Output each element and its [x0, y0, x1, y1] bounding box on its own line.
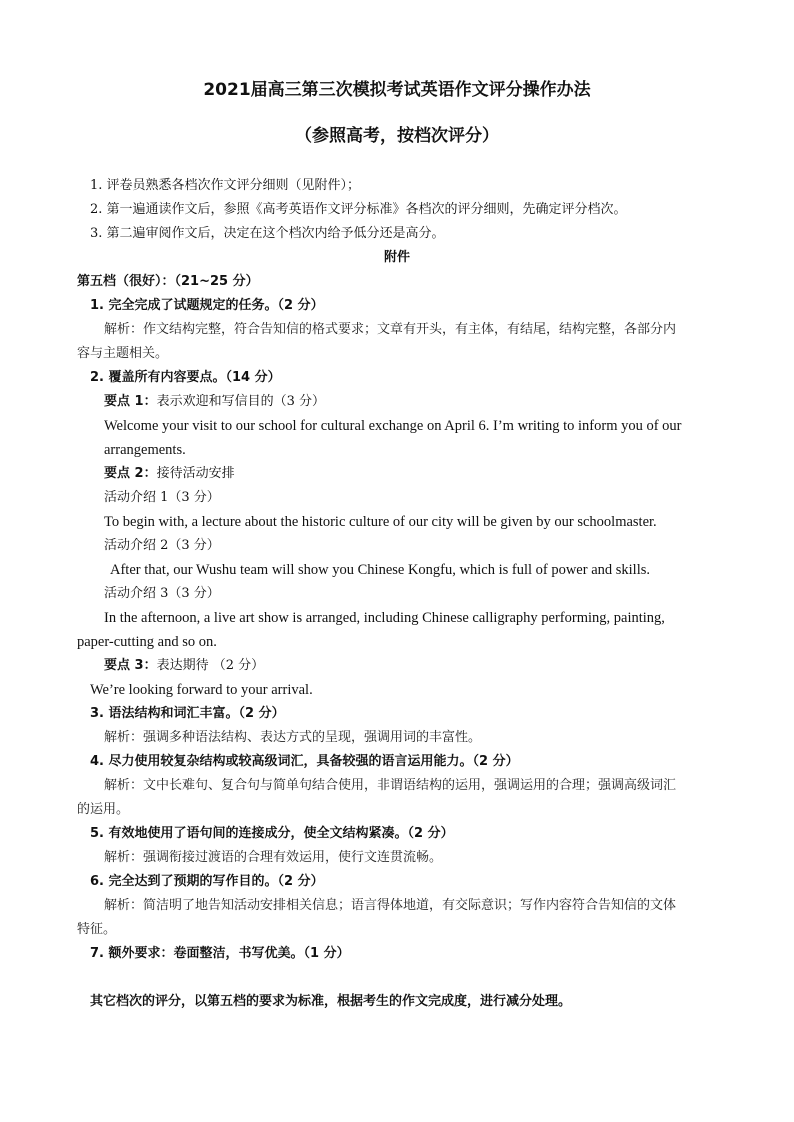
level-heading: 第五档（很好）：（21~25 分）: [77, 274, 259, 289]
criterion-4-note-line-1: 解析：文中长难句、复合句与简单句结合使用，非谓语结构的运用，强调运用的合理；强调高级词汇: [104, 778, 677, 793]
footer-note: 其它档次的评分，以第五档的要求为标准，根据考生的作文完成度，进行减分处理。: [90, 994, 572, 1009]
instruction-3: 3. 第二遍审阅作文后，决定在这个档次内给予低分还是高分。: [90, 226, 445, 241]
criterion-3-note: 解析：强调多种语法结构、表达方式的呈现，强调用词的丰富性。: [104, 730, 482, 745]
activity-1-example: To begin with, a lecture about the historic culture of our city will be given by our schoolmaster.: [104, 514, 657, 530]
activity-3-example-line-2: paper-cutting and so on.: [77, 634, 217, 650]
activity-3-label: 活动介绍 3（3 分）: [104, 586, 220, 601]
document-title: 2021届高三第三次模拟考试英语作文评分操作办法: [203, 80, 591, 100]
criterion-3-title: 3. 语法结构和词汇丰富。（2 分）: [90, 706, 285, 721]
criterion-2-title: 2. 覆盖所有内容要点。（14 分）: [90, 370, 281, 385]
criterion-6-note-line-1: 解析：简洁明了地告知活动安排相关信息；语言得体地道，有交际意识；写作内容符合告知信的文体: [104, 898, 677, 913]
criterion-5-title: 5. 有效地使用了语句间的连接成分，使全文结构紧凑。（2 分）: [90, 826, 454, 841]
point-2-text: 接待活动安排: [156, 466, 235, 481]
point-3: [104, 657, 264, 675]
point-1-text: 表示欢迎和写信目的（3 分）: [156, 394, 325, 409]
criterion-6-note-line-2: 特征。: [77, 922, 117, 937]
criterion-7-title: 7. 额外要求：卷面整洁，书写优美。（1 分）: [90, 946, 350, 961]
point-3-label: 要点 3：: [104, 658, 157, 673]
criterion-6-title: 6. 完全达到了预期的写作目的。（2 分）: [90, 874, 324, 889]
point-1-label: 要点 1：: [104, 394, 157, 409]
activity-3-example-line-1: In the afternoon, a live art show is arranged, including Chinese calligraphy performing, painting,: [104, 610, 665, 626]
document-subtitle: （参照高考，按档次评分）: [295, 126, 499, 146]
criterion-1-note-line-1: 解析：作文结构完整，符合告知信的格式要求；文章有开头，有主体，有结尾，结构完整，各部分内: [104, 322, 677, 337]
point-1-example-line-1: Welcome your visit to our school for cultural exchange on April 6. I’m writing to inform you of our: [104, 418, 682, 434]
instruction-1: 1. 评卷员熟悉各档次作文评分细则（见附件）；: [90, 178, 361, 193]
criterion-4-title: 4. 尽力使用较复杂结构或较高级词汇，具备较强的语言运用能力。（2 分）: [90, 754, 519, 769]
point-2: [104, 465, 235, 483]
point-1-example-line-2: arrangements.: [104, 442, 186, 458]
point-2-label: 要点 2：: [104, 466, 157, 481]
criterion-1-title: 1. 完全完成了试题规定的任务。（2 分）: [90, 298, 324, 313]
activity-1-label: 活动介绍 1（3 分）: [104, 490, 220, 505]
point-1: [104, 393, 325, 411]
activity-2-example: After that, our Wushu team will show you Chinese Kongfu, which is full of power and skills.: [110, 562, 651, 578]
instruction-2: 2. 第一遍通读作文后，参照《高考英语作文评分标准》各档次的评分细则，先确定评分档次。: [90, 202, 627, 217]
criterion-4-note-line-2: 的运用。: [77, 802, 130, 817]
criterion-1-note-line-2: 容与主题相关。: [77, 346, 169, 361]
point-3-example: We’re looking forward to your arrival.: [90, 682, 313, 698]
appendix-heading: 附件: [383, 250, 410, 265]
activity-2-label: 活动介绍 2（3 分）: [104, 538, 220, 553]
criterion-5-note: 解析：强调衔接过渡语的合理有效运用，使行文连贯流畅。: [104, 850, 443, 865]
point-3-text: 表达期待 （2 分）: [156, 658, 265, 673]
